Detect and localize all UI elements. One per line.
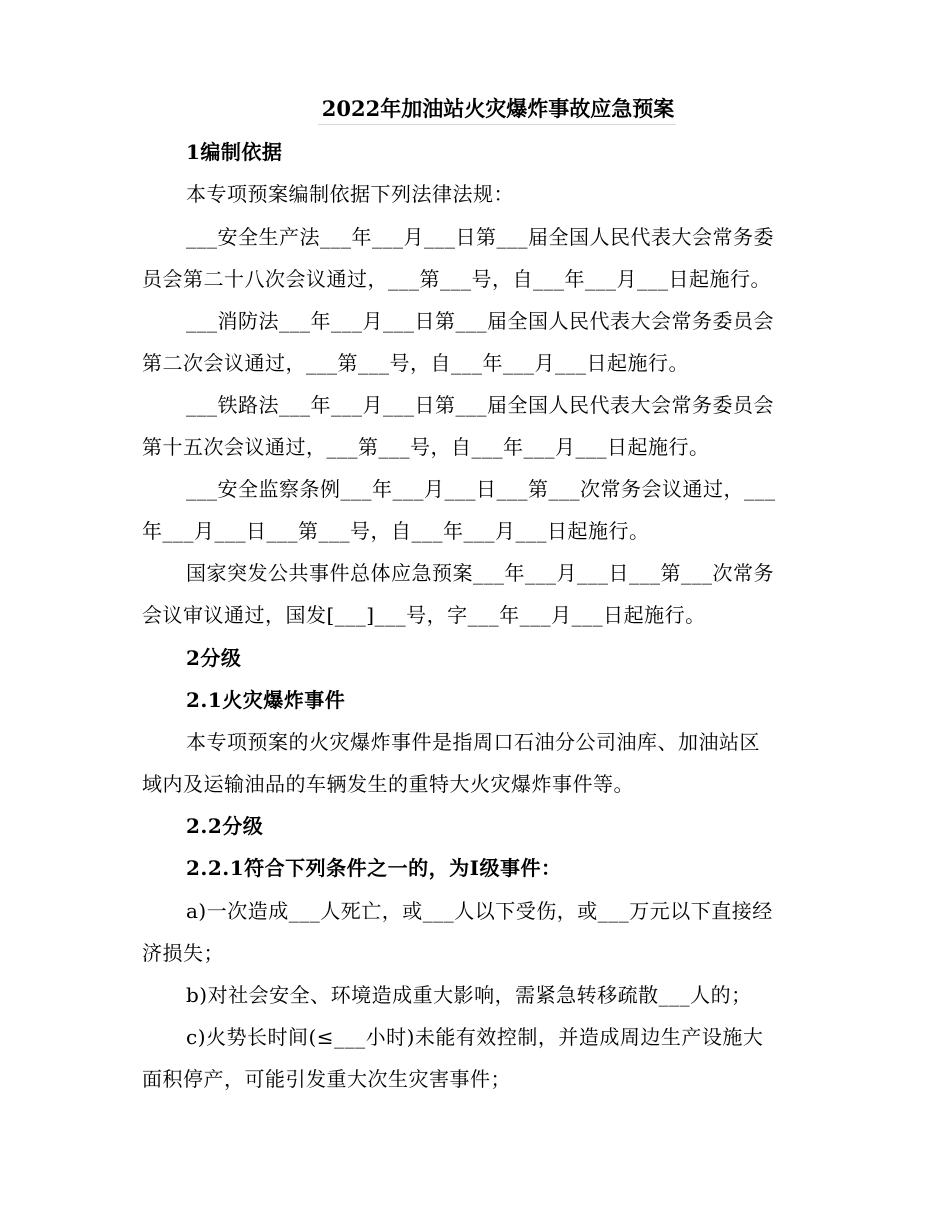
heading-fire-explosion-events: 2.1火灾爆炸事件	[186, 688, 346, 712]
paragraph-line: 域内及运输油品的车辆发生的重特大火灾爆炸事件等。	[142, 772, 634, 796]
paragraph-line: 第十五次会议通过，___第___号，自___年___月___日起施行。	[142, 435, 710, 459]
paragraph-line: ___安全生产法___年___月___日第___届全国人民代表大会常务委	[186, 225, 774, 249]
heading-grading: 2.2分级	[186, 814, 264, 838]
list-item: b)对社会安全、环境造成重大影响，需紧急转移疏散___人的；	[186, 983, 752, 1007]
paragraph-line: ___消防法___年___月___日第___届全国人民代表大会常务委员会	[186, 309, 774, 333]
paragraph-line: 国家突发公共事件总体应急预案___年___月___日___第___次常务	[186, 561, 774, 585]
paragraph-line: 会议审议通过，国发[___]___号，字___年___月___日起施行。	[142, 603, 706, 627]
title-underline	[318, 124, 676, 125]
list-item: a)一次造成___人死亡，或___人以下受伤，或___万元以下直接经	[186, 899, 773, 923]
paragraph-line: 本专项预案的火灾爆炸事件是指周口石油分公司油库、加油站区	[186, 730, 760, 754]
list-item-continuation: 济损失；	[142, 941, 224, 965]
paragraph-line: 年___月___日___第___号，自___年___月___日起施行。	[142, 519, 650, 543]
list-item: c)火势长时间(≤___小时)未能有效控制，并造成周边生产设施大	[186, 1025, 764, 1049]
heading-level-one-events: 2.2.1符合下列条件之一的，为Ⅰ级事件：	[186, 856, 562, 880]
paragraph-line: ___安全监察条例___年___月___日___第___次常务会议通过，___	[186, 477, 776, 501]
list-item-continuation: 面积停产，可能引发重大次生灾害事件；	[142, 1067, 511, 1091]
heading-classification: 2分级	[186, 646, 242, 670]
paragraph-line: 员会第二十八次会议通过，___第___号，自___年___月___日起施行。	[142, 267, 771, 291]
paragraph-line: 第二次会议通过，___第___号，自___年___月___日起施行。	[142, 351, 689, 375]
heading-basis: 1编制依据	[186, 140, 283, 164]
paragraph-line: 本专项预案编制依据下列法律法规：	[186, 182, 514, 206]
paragraph-line: ___铁路法___年___月___日第___届全国人民代表大会常务委员会	[186, 393, 774, 417]
document-title: 2022年加油站火灾爆炸事故应急预案	[321, 96, 675, 121]
